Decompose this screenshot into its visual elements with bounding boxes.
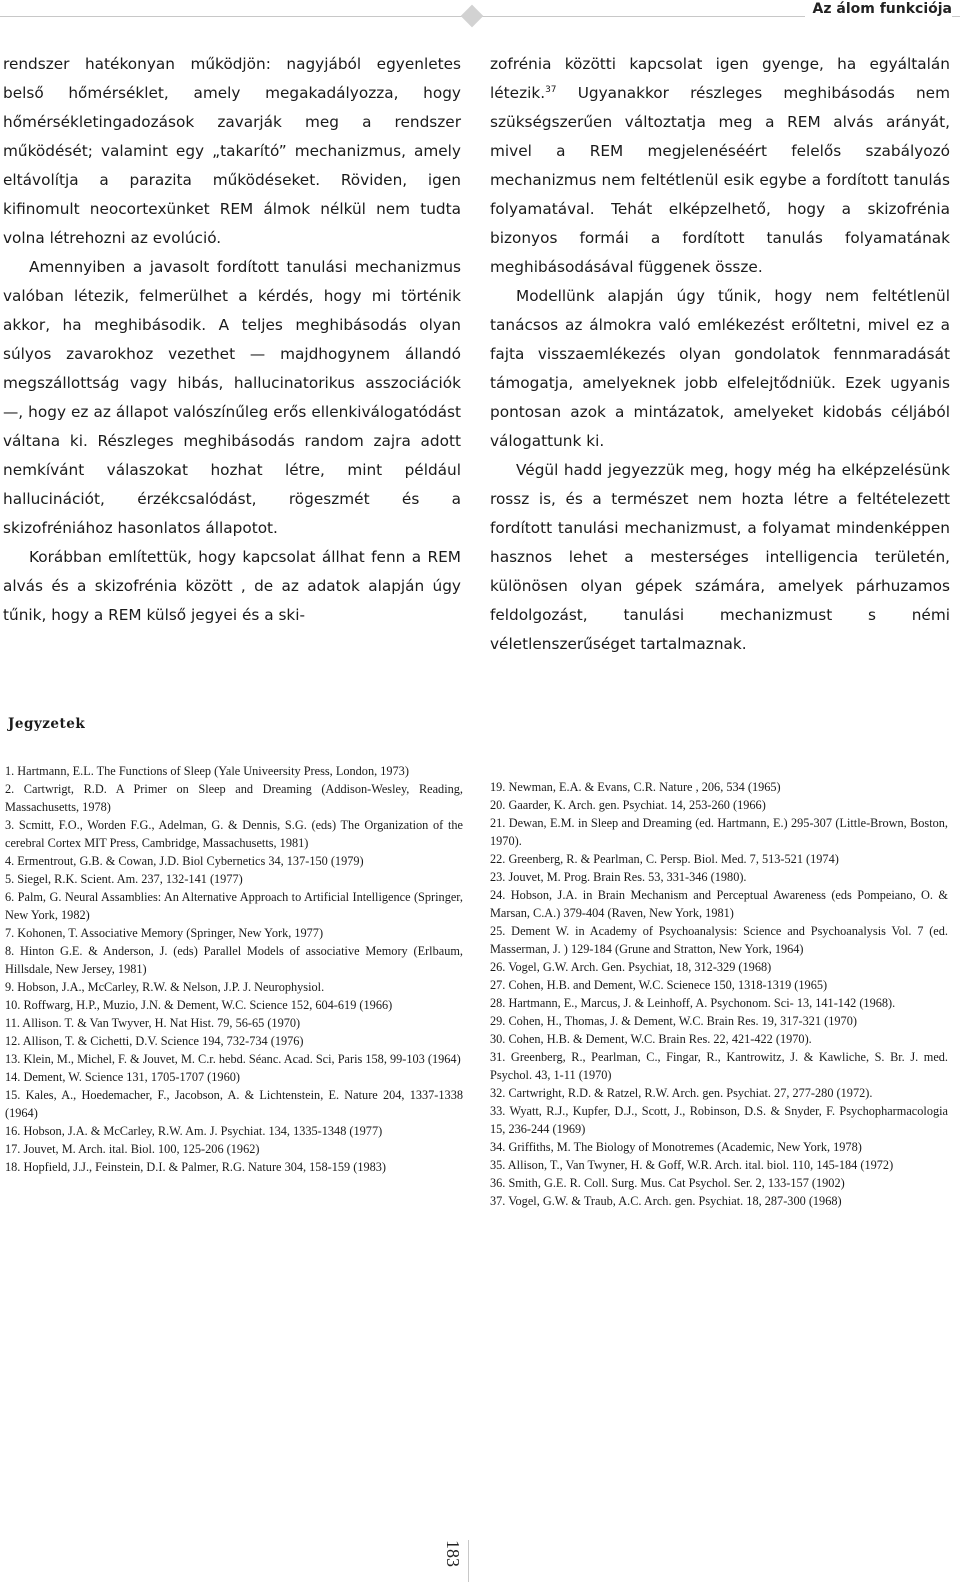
body-paragraph: Korábban említettük, hogy kapcsolat állhat fenn a REM alvás és a skizofrénia között , de az adatok alapján úgy tűnik, hogy a REM külső jegyei és a ski-	[3, 548, 461, 624]
note-item: 16. Hobson, J.A. & McCarley, R.W. Am. J. Psychiat. 134, 1335-1348 (1977)	[5, 1124, 383, 1138]
header-diamond-ornament	[461, 5, 484, 28]
body-paragraph: Modellünk alapján úgy tűnik, hogy nem feltétlenül tanácsos az álmokra való emlékezést erőltetni, mivel ez a fajta visszaemlékezés olyan gondolatok fennmaradását támogatja, amelyeknek jobb elfelejtődniük. Ezek ugyanis pontosan azok a mintázatok, amelyeket kidobás céljából válogattunk ki.	[490, 287, 950, 450]
note-item: 19. Newman, E.A. & Evans, C.R. Nature , 206, 534 (1965)	[490, 780, 781, 794]
note-item: 17. Jouvet, M. Arch. ital. Biol. 100, 125-206 (1962)	[5, 1142, 260, 1156]
note-item: 7. Kohonen, T. Associative Memory (Springer, New York, 1977)	[5, 926, 324, 940]
body-paragraph	[490, 50, 950, 282]
note-item: 10. Roffwarg, H.P., Muzio, J.N. & Dement, W.C. Science 152, 604-619 (1966)	[5, 998, 393, 1012]
note-item: 24. Hobson, J.A. in Brain Mechanism and Perceptual Awareness (eds Pompeiano, O. & Marsan, C.A.) 379-404 (Raven, New York, 1981)	[490, 888, 948, 920]
note-item: 20. Gaarder, K. Arch. gen. Psychiat. 14, 253-260 (1966)	[490, 798, 766, 812]
body-paragraph: Végül hadd jegyezzük meg, hogy még ha elképzelésünk rossz is, és a természet nem hozta létre a feltételezett fordított tanulási mechanizmust, a folyamat mindenképpen hasznos lehet a mesterséges intelligencia területén, különösen olyan gépek számára, amelyek párhuzamos feldolgozást, tanulási mechanizmust s némi véletlenszerűséget tartalmaznak.	[490, 461, 950, 653]
note-item: 3. Scmitt, F.O., Worden F.G., Adelman, G. & Dennis, S.G. (eds) The Organization of the cerebral Cortex MIT Press, Cambridge, Massachusetts, 1981)	[5, 818, 463, 850]
note-item: 9. Hobson, J.A., McCarley, R.W. & Nelson, J.P. J. Neurophysiol.	[5, 980, 325, 994]
note-item: 34. Griffiths, M. The Biology of Monotremes (Academic, New York, 1978)	[490, 1140, 862, 1154]
note-item: 27. Cohen, H.B. and Dement, W.C. Scienece 150, 1318-1319 (1965)	[490, 978, 828, 992]
body-column-right	[490, 50, 950, 659]
note-item: 31. Greenberg, R., Pearlman, C., Fingar, R., Kantrowitz, J. & Kawliche, S. Br. J. med. Psychol. 43, 1-11 (1970)	[490, 1050, 948, 1082]
note-item: 15. Kales, A., Hoedemacher, F., Jacobson, A. & Lichtenstein, E. Nature 204, 1337-1338 (1964)	[5, 1088, 463, 1120]
running-title: Az álom funkciója	[805, 0, 952, 18]
note-item: 28. Hartmann, E., Marcus, J. & Leinhoff, A. Psychonom. Sci- 13, 141-142 (1968).	[490, 996, 896, 1010]
note-item: 5. Siegel, R.K. Scient. Am. 237, 132-141 (1977)	[5, 872, 243, 886]
footnote-ref-37: 37	[545, 84, 557, 95]
note-item: 22. Greenberg, R. & Pearlman, C. Persp. Biol. Med. 7, 513-521 (1974)	[490, 852, 839, 866]
body-text: Ugyanakkor részleges meghibásodás nem szükségszerűen változtatja meg a REM alvás arányát, mivel a REM megjelenéséért felelős szabályozó mechanizmus nem feltétlenül esik egybe a fordított tanulás folyamatával. Tehát elképzelhető, hogy a skizofrénia bizonyos formái a fordított tanulás folyamatának meghibásodásával függenek össze.	[490, 84, 950, 276]
page-number: 183	[443, 1540, 463, 1567]
note-item: 2. Cartwrigt, R.D. A Primer on Sleep and Dreaming (Addison-Wesley, Reading, Massachusetts, 1978)	[5, 782, 463, 814]
folio-rule	[468, 1540, 469, 1582]
note-item: 30. Cohen, H.B. & Dement, W.C. Brain Res. 22, 421-422 (1970).	[490, 1032, 812, 1046]
note-item: 23. Jouvet, M. Prog. Brain Res. 53, 331-346 (1980).	[490, 870, 747, 884]
note-item: 1. Hartmann, E.L. The Functions of Sleep (Yale Univeersity Press, London, 1973)	[5, 764, 409, 778]
body-paragraph: rendszer hatékonyan működjön: nagyjából egyenletes belső hőmérséklet, amely megakadályozza, hogy hőmérsékletingadozások zavarják meg a rendszer működését; valamint egy „takarító” mechanizmus, amely eltávolítja a parazita működéseket. Röviden, igen kifinomult neocortexünket REM álmok nélkül nem tudta volna létrehozni az evolúció.	[3, 55, 461, 247]
note-item: 14. Dement, W. Science 131, 1705-1707 (1960)	[5, 1070, 240, 1084]
note-item: 13. Klein, M., Michel, F. & Jouvet, M. C.r. hebd. Séanc. Acad. Sci, Paris 158, 99-103 (1964)	[5, 1052, 461, 1066]
note-item: 25. Dement W. in Academy of Psychoanalysis: Science and Psychoanalysis Vol. 7 (ed. Masserman, J. ) 129-184 (Grune and Stratton, New York, 1964)	[490, 924, 948, 956]
notes-column-right	[490, 778, 948, 1210]
note-item: 11. Allison. T. & Van Twyver, H. Nat Hist. 79, 56-65 (1970)	[5, 1016, 301, 1030]
note-item: 21. Dewan, E.M. in Sleep and Dreaming (ed. Hartmann, E.) 295-307 (Little-Brown, Boston, 1970).	[490, 816, 948, 848]
note-item: 18. Hopfield, J.J., Feinstein, D.I. & Palmer, R.G. Nature 304, 158-159 (1983)	[5, 1160, 387, 1174]
note-item: 37. Vogel, G.W. & Traub, A.C. Arch. gen. Psychiat. 18, 287-300 (1968)	[490, 1194, 842, 1208]
note-item: 36. Smith, G.E. R. Coll. Surg. Mus. Cat Psychol. Ser. 2, 133-157 (1902)	[490, 1176, 845, 1190]
note-item: 32. Cartwright, R.D. & Ratzel, R.W. Arch. gen. Psychiat. 27, 277-280 (1972).	[490, 1086, 873, 1100]
notes-column-left	[5, 762, 463, 1176]
note-item: 8. Hinton G.E. & Anderson, J. (eds) Parallel Models of associative Memory (Erlbaum, Hillsdale, New Jersey, 1981)	[5, 944, 463, 976]
note-item: 4. Ermentrout, G.B. & Cowan, J.D. Biol Cybernetics 34, 137-150 (1979)	[5, 854, 364, 868]
note-item: 33. Wyatt, R.J., Kupfer, D.J., Scott, J., Robinson, D.S. & Snyder, F. Psychopharmacologia 15, 236-244 (1969)	[490, 1104, 948, 1136]
note-item: 35. Allison, T., Van Twyner, H. & Goff, W.R. Arch. ital. biol. 110, 145-184 (1972)	[490, 1158, 894, 1172]
note-item: 6. Palm, G. Neural Assamblies: An Alternative Approach to Artificial Intelligence (Springer, New York, 1982)	[5, 890, 463, 922]
note-item: 12. Allison, T. & Cichetti, D.V. Science 194, 732-734 (1976)	[5, 1034, 304, 1048]
note-item: 26. Vogel, G.W. Arch. Gen. Psychiat, 18, 312-329 (1968)	[490, 960, 772, 974]
note-item: 29. Cohen, H., Thomas, J. & Dement, W.C. Brain Res. 19, 317-321 (1970)	[490, 1014, 857, 1028]
body-column-left	[3, 50, 461, 630]
body-text: zofrénia közötti kapcsolat igen gyenge, ha egyáltalán létezik.	[490, 55, 950, 102]
body-paragraph: Amennyiben a javasolt fordított tanulási mechanizmus valóban létezik, felmerülhet a kérdés, hogy mi történik akkor, ha meghibásodik. A teljes meghibásodás olyan súlyos zavarokhoz vezethet — majdhogynem állandó megszállottság vagy hibás, hallucinatorikus asszociációk —, hogy ez az állapot valószínűleg erős ellenkiválogatódást váltana ki. Részleges meghibásodás random zajra adott nemkívánt válaszokat hozhat létre, mint például hallucinációt, érzékcsalódást, rögeszmét és a skizofréniához hasonlatos állapotot.	[3, 258, 461, 537]
notes-heading: Jegyzetek	[8, 716, 86, 732]
